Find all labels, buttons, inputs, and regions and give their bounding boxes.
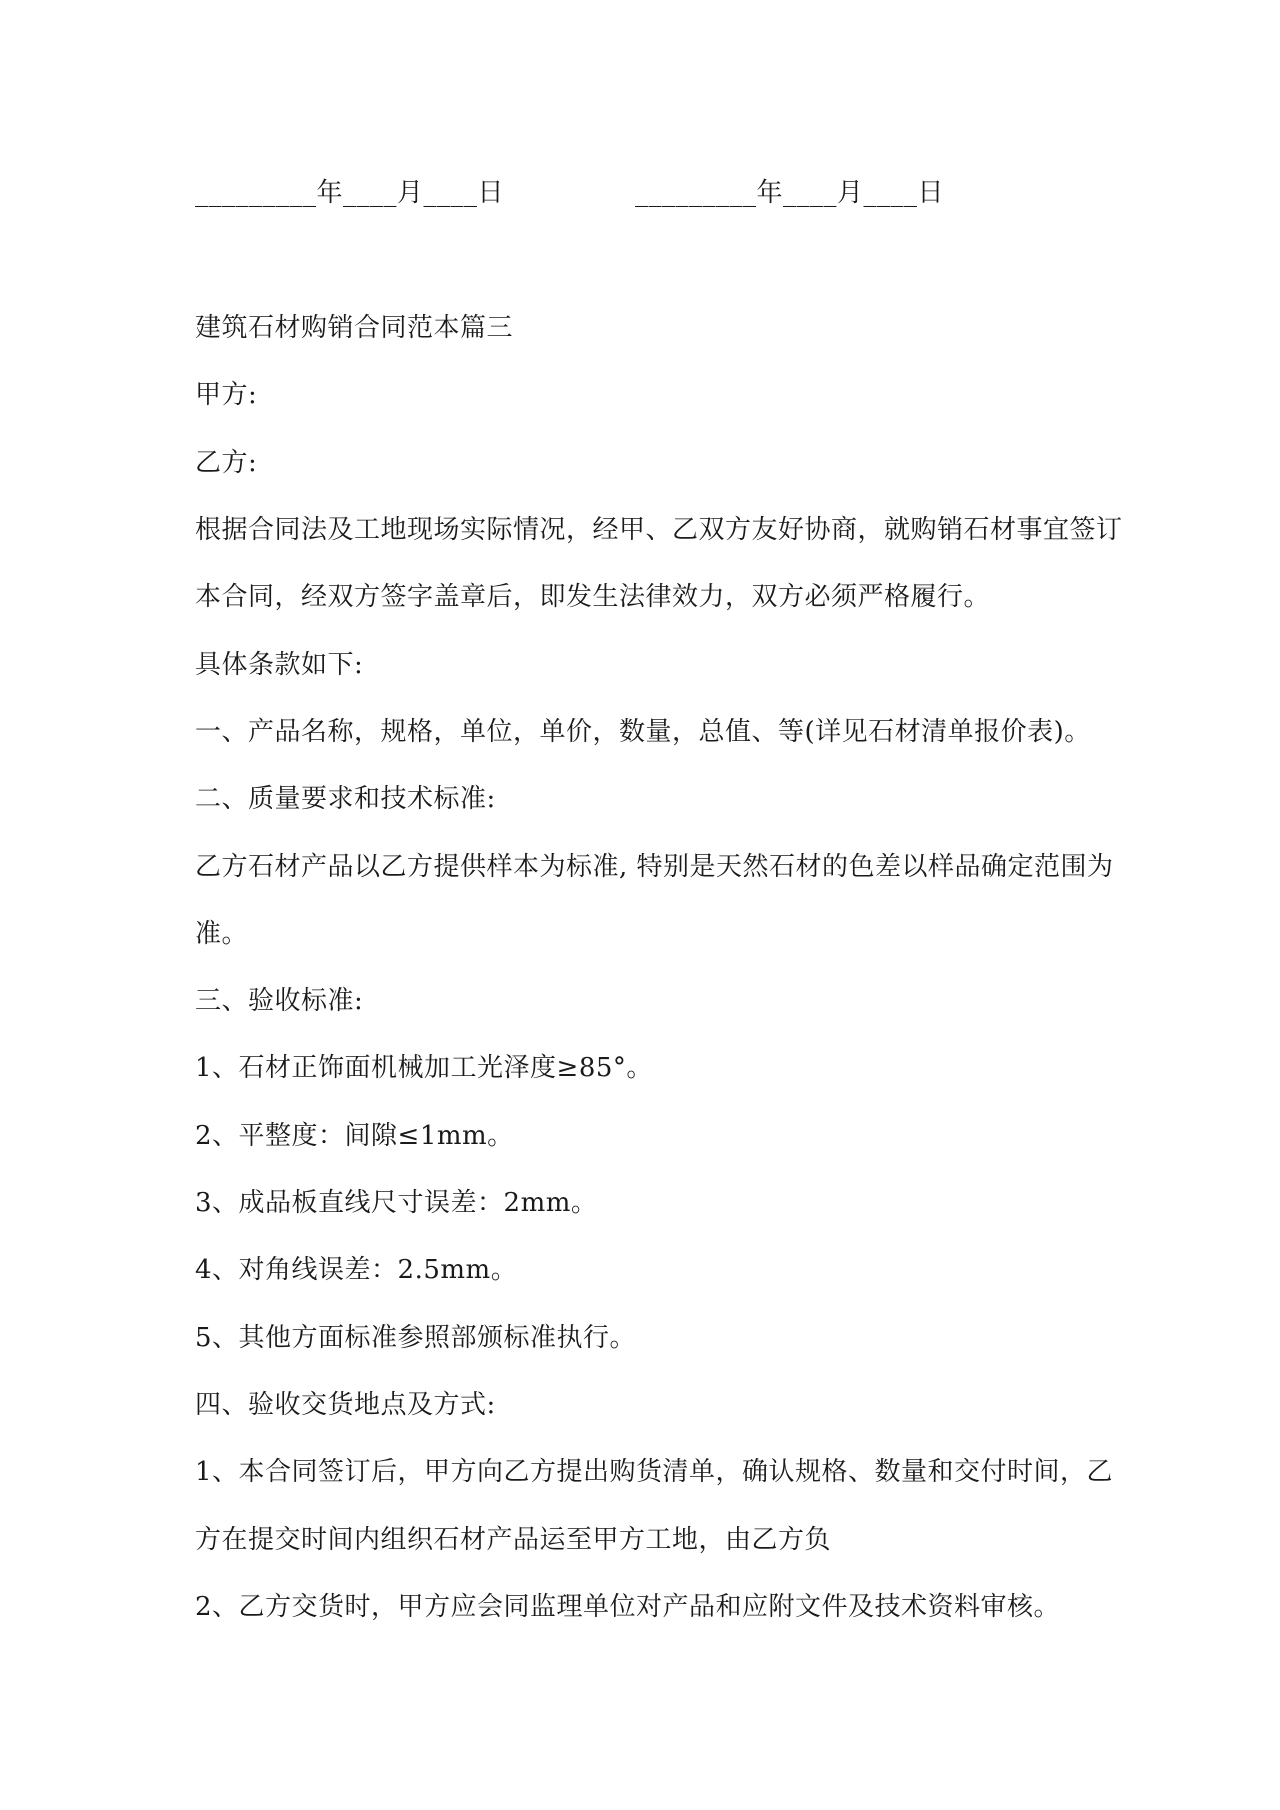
- section-3-item: 4、对角线误差：2.5mm。: [195, 1255, 518, 1285]
- document-title: 建筑石材购销合同范本篇三: [195, 313, 514, 343]
- section-3-item: 2、平整度：间隙≤1mm。: [195, 1121, 514, 1151]
- party-a-label: 甲方:: [195, 380, 258, 410]
- party-b-label: 乙方:: [195, 448, 258, 478]
- section-2-heading: 二、质量要求和技术标准:: [195, 784, 496, 814]
- section-2-line-2: 准。: [195, 919, 249, 949]
- section-4-item-1-line-2: 方在提交时间内组织石材产品运至甲方工地，由乙方负: [195, 1525, 832, 1555]
- intro-paragraph-line-2: 本合同，经双方签字盖章后，即发生法律效力，双方必须严格履行。: [195, 582, 991, 612]
- section-3-item: 5、其他方面标准参照部颁标准执行。: [195, 1323, 637, 1353]
- section-4-heading: 四、验收交货地点及方式:: [195, 1390, 496, 1420]
- section-2-line-1: 乙方石材产品以乙方提供样本为标准, 特别是天然石材的色差以样品确定范围为: [195, 852, 1114, 882]
- terms-heading: 具体条款如下:: [195, 650, 364, 680]
- date-line-left: _________年____月____日: [195, 178, 505, 208]
- section-1: 一、产品名称，规格，单位，单价，数量，总值、等(详见石材清单报价表)。: [195, 717, 1091, 747]
- section-3-item: 1、石材正饰面机械加工光泽度≥85°。: [195, 1053, 653, 1083]
- section-3-item: 3、成品板直线尺寸误差：2mm。: [195, 1188, 598, 1218]
- section-4-item-2: 2、乙方交货时，甲方应会同监理单位对产品和应附文件及技术资料审核。: [195, 1592, 1061, 1622]
- intro-paragraph-line-1: 根据合同法及工地现场实际情况，经甲、乙双方友好协商，就购销石材事宜签订: [195, 515, 1123, 545]
- section-3-heading: 三、验收标准:: [195, 986, 364, 1016]
- date-line-right: _________年____月____日: [635, 178, 945, 208]
- section-4-item-1-line-1: 1、本合同签订后，甲方向乙方提出购货清单，确认规格、数量和交付时间，乙: [195, 1457, 1114, 1487]
